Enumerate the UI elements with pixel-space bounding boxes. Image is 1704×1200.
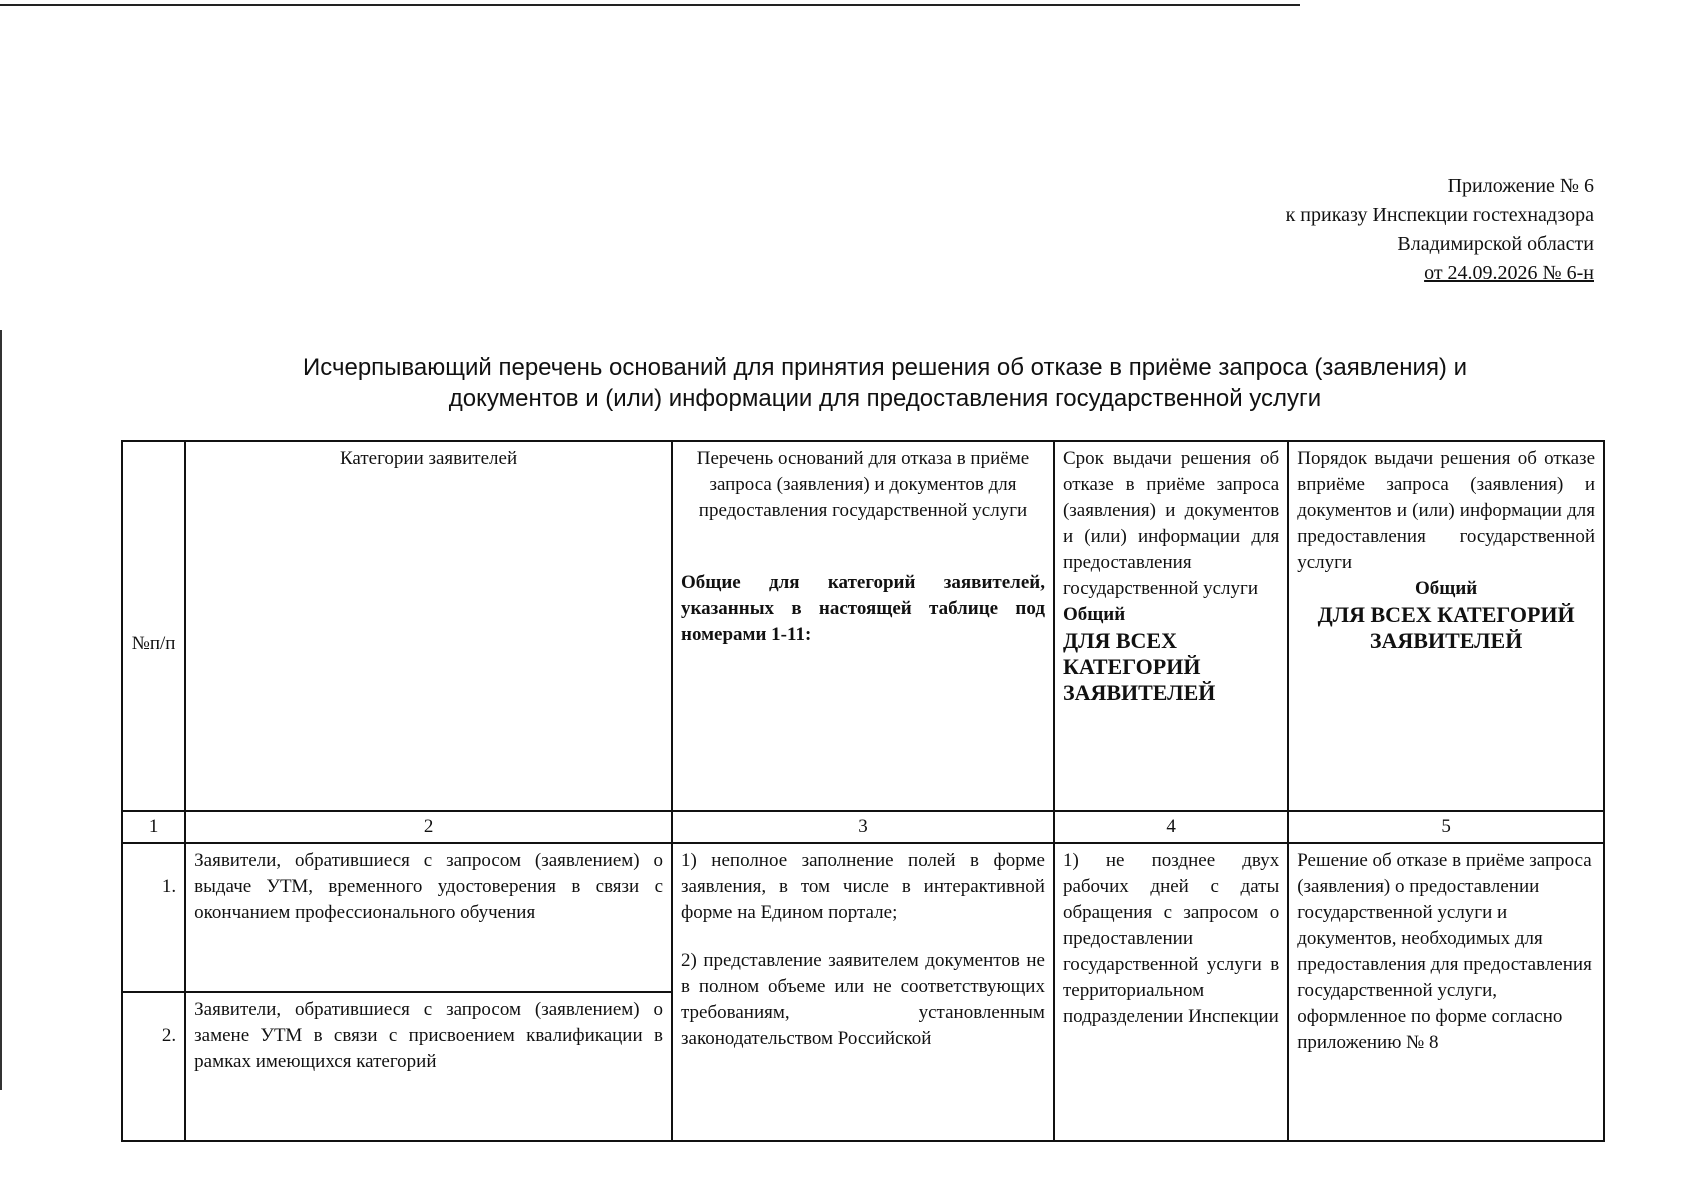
table-header-row: [122, 441, 1604, 811]
col-number-1: 1: [122, 811, 185, 843]
col-number-3: 3: [672, 811, 1054, 843]
header-grounds: [672, 441, 1054, 811]
table-row: [122, 843, 1604, 992]
header-term-common: Общий: [1062, 604, 1126, 625]
header-grounds-common: Общие для категорий заявителей, указанных в настоящей таблице под номерами 1-11:: [681, 572, 1045, 645]
col-number-5: 5: [1288, 811, 1604, 843]
row-number: 1.: [122, 843, 185, 992]
header-order-common: Общий: [1415, 578, 1478, 599]
left-scan-edge: [0, 330, 2, 1090]
appendix-date: от 24.09.2026 № 6-н: [1424, 262, 1594, 284]
appendix-order-ref: к приказу Инспекции гостехнадзора: [1285, 204, 1594, 226]
grounds-table: [121, 440, 1605, 1142]
header-term: [1054, 441, 1288, 811]
row-number: 2.: [122, 992, 185, 1141]
header-term-text: Срок выдачи решения об отказе в приёме запроса (заявления) и документов и (или) информации для предоставления государственной услуги: [1062, 448, 1280, 599]
appendix-block: [1286, 172, 1594, 288]
term-cell: 1) не позднее двух рабочих дней с даты обращения с запросом о предоставлении государственной услуги в территориальном подразделении Инспекции: [1054, 843, 1288, 1141]
header-order-all: ДЛЯ ВСЕХ КАТЕГОРИЙ ЗАЯВИТЕЛЕЙ: [1317, 602, 1575, 653]
header-order-text: Порядок выдачи решения об отказе вприёме запроса (заявления) и документов и (или) информации для предоставления государственной услуги: [1297, 448, 1595, 573]
appendix-region: Владимирской области: [1397, 233, 1594, 255]
header-term-all: ДЛЯ ВСЕХ КАТЕГОРИЙ ЗАЯВИТЕЛЕЙ: [1062, 628, 1216, 705]
header-num: №п/п: [122, 441, 185, 811]
header-order: [1288, 441, 1604, 811]
title-line-2: документов и (или) информации для предоставления государственной услуги: [448, 385, 1322, 412]
document-title: [210, 352, 1560, 414]
appendix-number: Приложение № 6: [1447, 175, 1594, 197]
order-cell: Решение об отказе в приёме запроса (заявления) о предоставлении государственной услуги и документов, необходимых для предоставления для предоставления государственной услуги, оформленное по форме согласно приложению № 8: [1288, 843, 1604, 1141]
col-number-4: 4: [1054, 811, 1288, 843]
top-scan-rule: [0, 4, 1300, 6]
grounds-item-2: 2) представление заявителем документов не в полном объеме или не соответствующих требованиям, установленным законодательством Российской: [681, 949, 1045, 1049]
title-line-1: Исчерпывающий перечень оснований для принятия решения об отказе в приёме запроса (заявления) и: [303, 354, 1467, 381]
grounds-item-1: 1) неполное заполнение полей в форме заявления, в том числе в интерактивной форме на Едином портале;: [681, 849, 1045, 923]
row-category: Заявители, обратившиеся с запросом (заявлением) о замене УТМ в связи с присвоением квалификации в рамках имеющихся категорий: [185, 992, 672, 1141]
col-number-2: 2: [185, 811, 672, 843]
column-number-row: [122, 811, 1604, 843]
header-grounds-text: Перечень оснований для отказа в приёме запроса (заявления) и документов для предоставления государственной услуги: [696, 448, 1030, 521]
row-category: Заявители, обратившиеся с запросом (заявлением) о выдаче УТМ, временного удостоверения в связи с окончанием профессионального обучения: [185, 843, 672, 992]
grounds-cell: [672, 843, 1054, 1141]
header-category: Категории заявителей: [185, 441, 672, 811]
